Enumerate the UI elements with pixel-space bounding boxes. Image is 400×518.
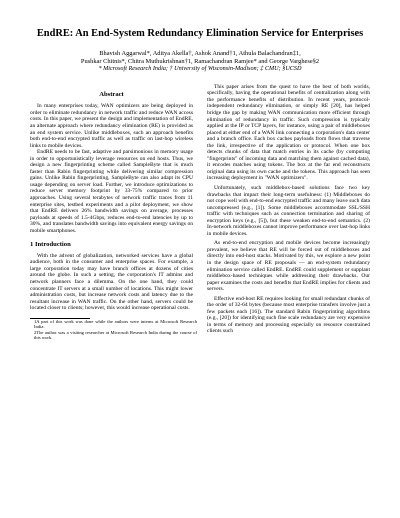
intro-paragraph: With the advent of globalization, networked services have a global audience, both in the consumer and enterprise spaces. For example, a large corporation today may have branch offices at dozens of cities around the globe. In such a setting, the corporation's IT admins and network planners face a dilemma. On the one hand, they could concentrate IT servers at a small number of locations. This might lower administration costs, but increase network costs and latency due to the resultant increase in WAN traffic. On the other hand, servers could be located closer to clients; however, this would increase operational costs. <box>30 252 193 312</box>
body-paragraph: This paper arises from the quest to have the best of both worlds, specifically, having the operational benefits of centralization along with the performance benefits of distribution. In recent years, protocol-independent redundancy elimination, or simply RE [20], has helped bridge the gap by making WAN communication more efficient through elimination of redundancy in traffic. Such compression is typically applied at the IP or TCP layers, for instance, using a pair of middleboxes placed at either end of a WAN link connecting a corporation's data center and a branch office. Each box caches payloads from flows that traverse the link, irrespective of the application or protocol. When one box detects chunks of data that match entries in its cache (by computing "fingerprints" of incoming data and matching them against cached data), it encodes matches using tokens. The box at the far end reconstructs original data using its own cache and the tokens. This approach has seen increasing deployment in "WAN optimizers". <box>207 83 370 182</box>
right-column <box>207 84 370 341</box>
affiliations: * Microsoft Research India; † University of Wisconsin-Madison; ‡ CMU; §UCSD <box>98 65 302 73</box>
footnote: 1A part of this work was done while the authors were interns at Microsoft Research India. <box>34 318 197 330</box>
left-column <box>30 84 197 341</box>
body-paragraph: Effective end-host RE requires looking for small redundant chunks of the order of 32-64 bytes (because most enterprise transfers involve just a few packets each [16]). The standard Rabin fingerprinting algorithms (e.g., [20]) for identifying such fine scale redundancy are very expensive in terms of memory and processing especially on resource constrained clients such <box>207 295 370 335</box>
section-heading-introduction: 1 Introduction <box>30 241 71 249</box>
authors-line-2: Pushkar Chitnis*, Chitra Muthukrishnan†1, Ramachandran Ramjee* and George Varghese§2 <box>80 57 320 65</box>
two-column-body <box>30 84 370 341</box>
abstract-paragraph: In many enterprises today, WAN optimizers are being deployed in order to eliminate redundancy in network traffic and reduce WAN access costs. In this paper, we present the design and implementation of EndRE, an alternate approach where redundancy elimination (RE) is provided as an end system service. Unlike middleboxes, such an approach benefits both end-to-end encrypted traffic as well as traffic on last-hop wireless links to mobile devices. <box>30 103 193 149</box>
abstract-paragraph: EndRE needs to be fast, adaptive and parsimonious in memory usage in order to opportunistically leverage resources on end hosts. Thus, we design a new fingerprinting scheme called SampleByte that is much faster than Rabin fingerprinting while delivering similar compression gains. Unlike Rabin fingerprinting, SampleByte can also adapt its CPU usage depending on server load. Further, we introduce optimizations to reduce server memory footprint by 33-75% compared to prior approaches. Using several terabytes of network traffic traces from 11 enterprise sites, testbed experiments and a pilot deployment, we show that EndRE delivers 26% bandwidth savings on average, processes payloads at speeds of 1.5-4Gbps, reduces end-to-end latencies by up to 30%, and translates bandwidth savings into equivalent energy savings on mobile smartphones. <box>30 149 193 234</box>
paper-title: EndRE: An End-System Redundancy Elimination Service for Enterprises <box>36 28 364 39</box>
footnote: 2The author was a visiting researcher at Microsoft Research India during the course of this work. <box>34 329 197 340</box>
abstract-heading: Abstract <box>99 90 124 98</box>
body-paragraph: As end-to-end encryption and mobile devices become increasingly prevalent, we believe that RE will be forced out of middleboxes and directly into end-host stacks. Motivated by this, we explore a new point in the design space of RE proposals — an end-system redundancy elimination service called EndRE. EndRE could supplement or supplant middlebox-based techniques while addressing their drawbacks. Our paper examines the costs and benefits that EndRE implies for clients and servers. <box>207 240 370 293</box>
authors-line-1: Bhavish Aggarwal*, Aditya Akella†, Ashok Anand†1, Athula Balachandran‡1, <box>99 50 301 57</box>
body-paragraph: Unfortunately, such middlebox-based solutions face two key drawbacks that impact their long-term usefulness: (1) Middleboxes do not cope well with end-to-end encrypted traffic and many leave such data uncompressed (e.g., [1]). Some middleboxes accommodate SSL/SSH traffic with techniques such as connection termination and sharing of encryption keys (e.g., [5]), but these weaken end-to-end semantics. (2) In-network middleboxes cannot improve performance over last-hop links in mobile devices. <box>207 184 371 237</box>
